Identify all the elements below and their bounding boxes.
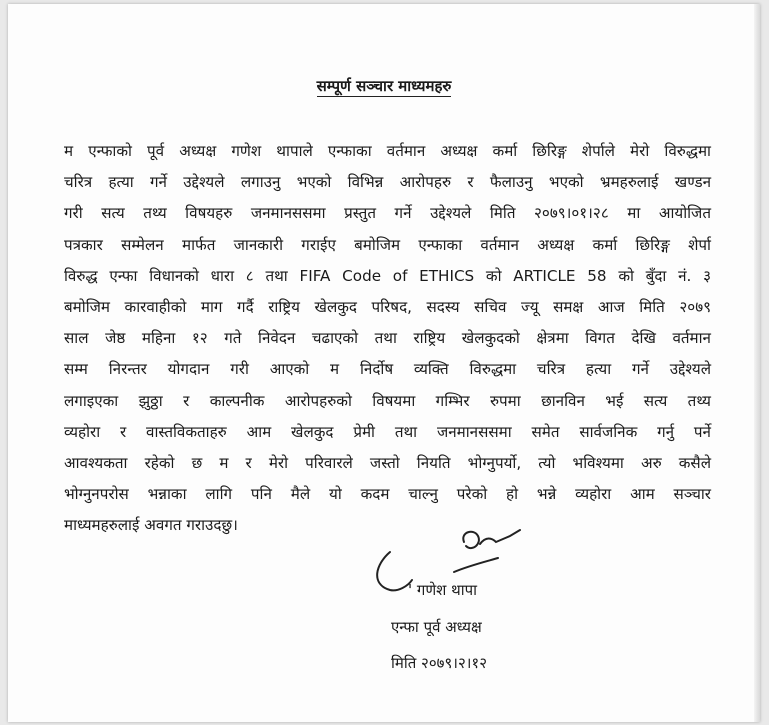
signature-date: मिति २०७९।२।१२ xyxy=(391,654,488,672)
body-line: चरित्र हत्या गर्ने उद्देश्यले लगाउनु भएको विभिन्न आरोपहरु र फैलाउनु भएको भ्रमहरुलाई खण्डन xyxy=(64,173,711,192)
body-line: व्यहोरा र वास्तविकताहरु आम खेलकुद प्रेमी तथा जनमानससमा समेत सार्वजनिक गर्नु पर्ने xyxy=(64,422,711,441)
body-line: सम्म निरन्तर योगदान गरी आएको म निर्दोष व्यक्ति विरुद्धमा चरित्र हत्या गर्ने उद्देश्यले xyxy=(64,360,711,379)
heading-text: सम्पूर्ण सञ्चार माध्यमहरु xyxy=(316,77,452,95)
body-line: बमोजिम कारवाहीको माग गर्दै राष्ट्रिय खेलकुद परिषद, सदस्य सचिव ज्यू समक्ष आज मिति २०७९ xyxy=(64,297,711,316)
body-line: म एन्फाको पूर्व अध्यक्ष गणेश थापाले एन्फाका वर्तमान अध्यक्ष कर्मा छिरिङ्ग शेर्पाले मेरो विरुद्धमा xyxy=(64,142,711,160)
page-edge-shadow xyxy=(754,4,760,722)
body-line: विरुद्ध एन्फा विधानको धारा ८ तथा FIFA Code of ETHICS को ARTICLE 58 को बुँदा नं. ३ xyxy=(64,266,711,285)
letter-heading xyxy=(8,76,760,96)
signatory-name: ' गणेश थापा xyxy=(408,581,478,599)
body-line: गरी सत्य तथ्य विषयहरु जनमानससमा प्रस्तुत गर्ने उद्देश्यले मिति २०७९।०१।२८ मा आयोजित xyxy=(64,204,711,223)
signatory-role: एन्फा पूर्व अध्यक्ष xyxy=(391,618,482,636)
body-line: साल जेष्ठ महिना १२ गते निवेदन चढाएको तथा राष्ट्रिय खेलकुदको क्षेत्रमा विगत देखि वर्तमान xyxy=(64,329,711,348)
body-line: लगाइएका झुठ्ठा र काल्पनीक आरोपहरुको विषयमा गम्भिर रुपमा छानविन भई सत्य तथ्य xyxy=(64,391,711,410)
letter-body xyxy=(64,136,711,541)
letter-page xyxy=(8,4,760,722)
body-line: पत्रकार सम्मेलन मार्फत जानकारी गराईए बमोजिम एन्फाका वर्तमान अध्यक्ष कर्मा छिरिङ्ग शेर्पा xyxy=(64,235,711,254)
body-line: माध्यमहरुलाई अवगत गराउदछु। xyxy=(64,516,238,535)
body-line: भोग्नुनपरोस भन्नाका लागि पनि मैले यो कदम चाल्नु परेको हो भन्ने व्यहोरा आम सञ्चार xyxy=(64,485,711,504)
body-line: आवश्यकता रहेको छ म र मेरो परिवारले जस्तो नियति भोग्नुपर्यो, त्यो भविश्यमा अरु कसैले xyxy=(64,453,711,472)
